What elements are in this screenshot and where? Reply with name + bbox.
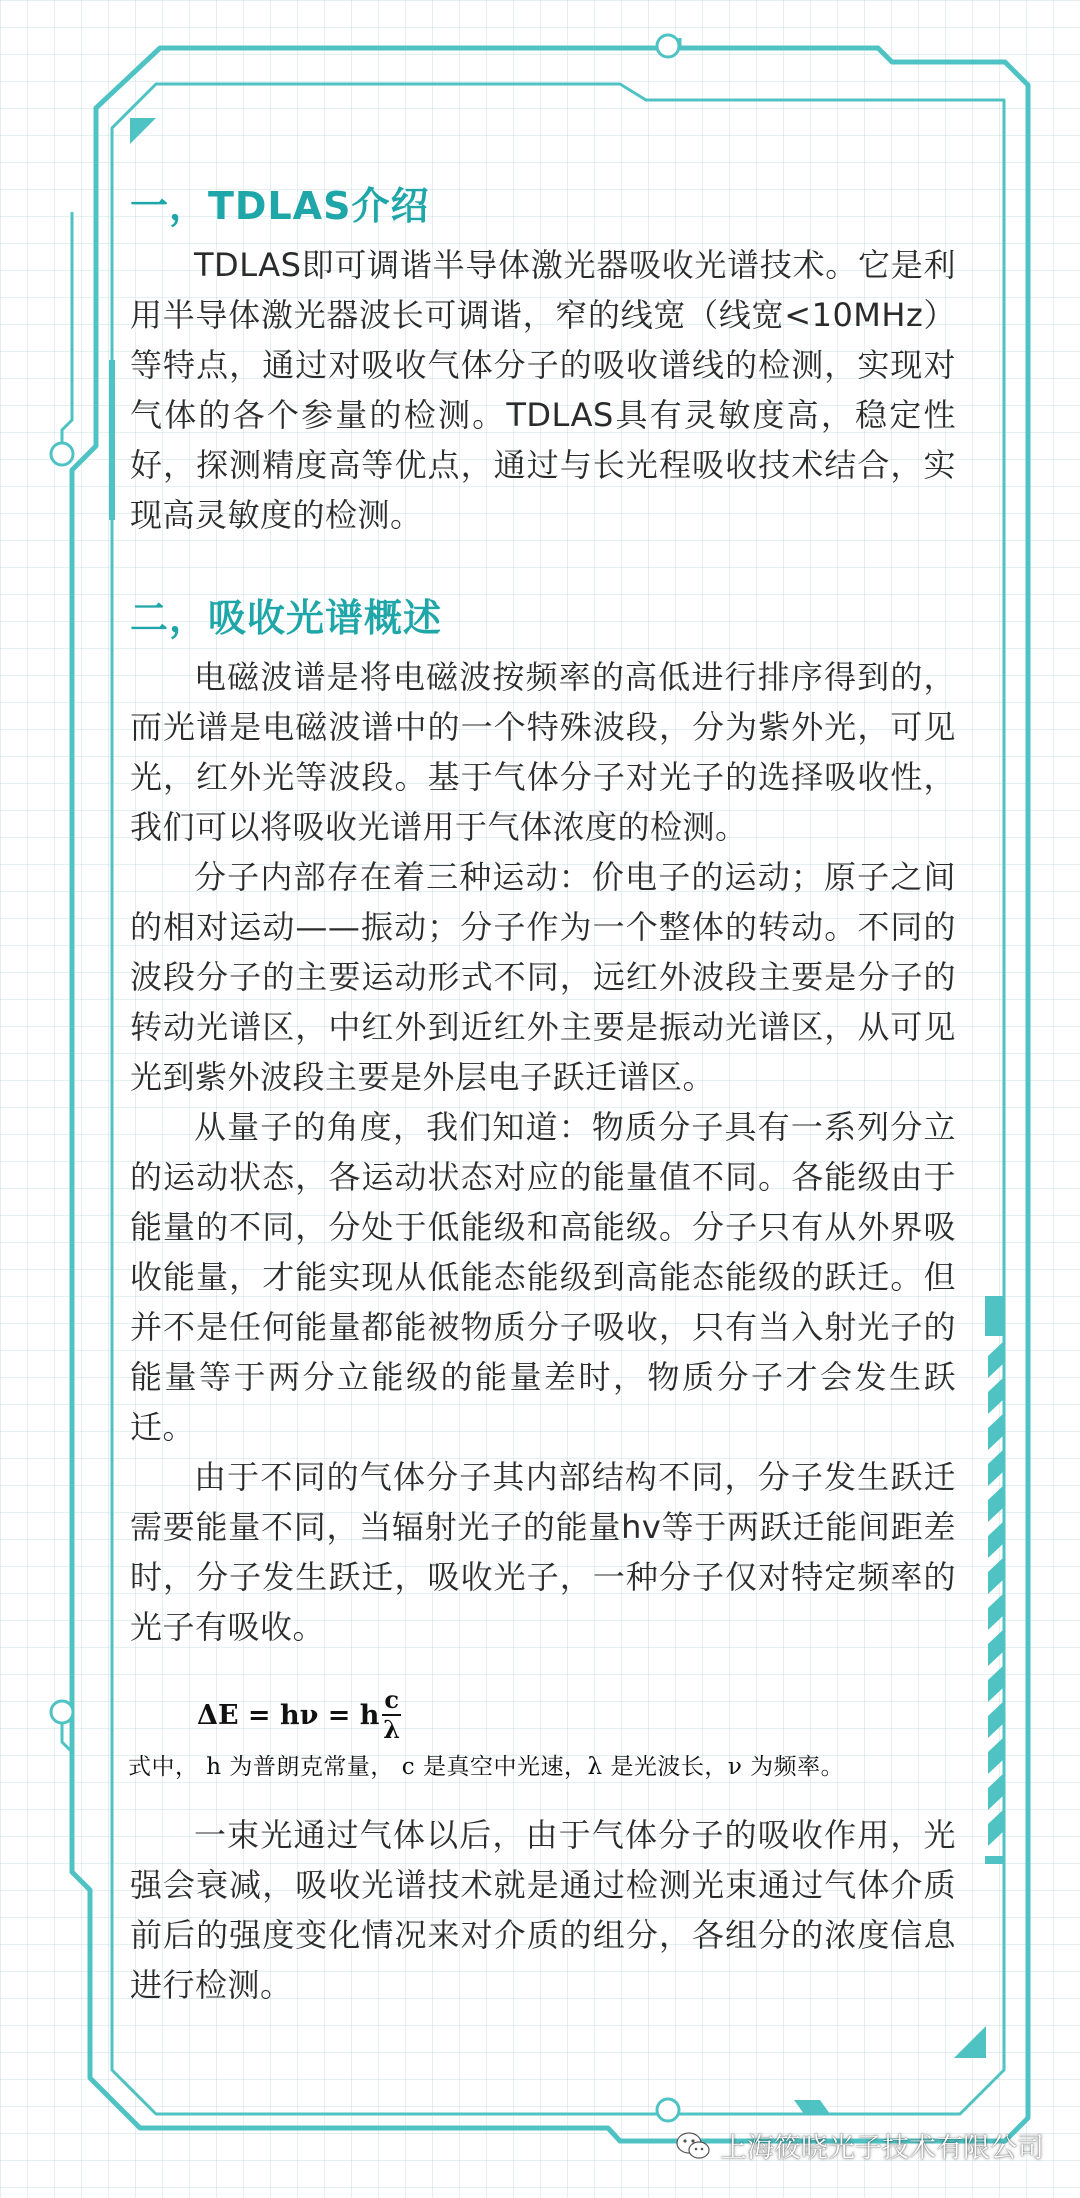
circuit-node-left-bottom [51, 1701, 73, 1723]
wechat-icon [676, 2132, 710, 2160]
formula-note: 式中， h 为普朗克常量， c 是真空中光速，λ 是光波长，ν 为频率。 [128, 1754, 845, 1780]
right-stripes [985, 1296, 1005, 1864]
corner-triangle-top-left [130, 118, 156, 144]
frame-bottom-step [794, 2100, 830, 2114]
circuit-node-bottom [657, 2099, 679, 2121]
circuit-node-top [657, 35, 679, 57]
section-title-absorption: 二，吸收光谱概述 [130, 596, 443, 640]
energy-formula [130, 1680, 956, 1784]
paragraph: TDLAS即可调谐半导体激光器吸收光谱技术。它是利用半导体激光器波长可调谐，窄的线宽（线宽<10MHz）等特点，通过对吸收气体分子的吸收谱线的检测，实现对气体的各个参量的检测。TDLAS具有灵敏度高，稳定性好，探测精度高等优点，通过与长光程吸收技术结合，实现高灵敏度的检测。 [130, 246, 956, 534]
formula-numerator: c [384, 1685, 399, 1714]
circuit-left-top [62, 212, 72, 448]
formula-equation [197, 1680, 956, 1750]
section-tdlas [130, 182, 956, 540]
paragraph: 从量子的角度，我们知道：物质分子具有一系列分立的运动状态，各运动状态对应的能量值不同。各能级由于能量的不同，分处于低能级和高能级。分子只有从外界吸收能量，才能实现从低能态能级到高能态能级的跃迁。但并不是任何能量都能被物质分子吸收，只有当入射光子的能量等于两分立能级的能量差时，物质分子才会发生跃迁。 [130, 1108, 956, 1446]
paragraph: 由于不同的气体分子其内部结构不同，分子发生跃迁需要能量不同，当辐射光子的能量hv等于两跃迁能间距差时，分子发生跃迁，吸收光子，一种分子仅对特定频率的光子有吸收。 [130, 1458, 956, 1646]
section-title-tdlas: 一，TDLAS介绍 [130, 184, 430, 228]
circuit-node-left-top [51, 443, 73, 465]
corner-triangle-bottom-right [954, 2026, 986, 2058]
watermark-text: 上海筱晓光子技术有限公司 [720, 2133, 1044, 2164]
paragraph-closing: 一束光通过气体以后，由于气体分子的吸收作用，光强会衰减，吸收光谱技术就是通过检测光束通过气体介质前后的强度变化情况来对介质的组分，各组分的浓度信息进行检测。 [130, 1816, 956, 2004]
source-watermark [676, 2126, 1044, 2165]
formula-fraction [382, 1686, 401, 1744]
article-content [130, 182, 956, 2010]
paragraph: 分子内部存在着三种运动：价电子的运动；原子之间的相对运动——振动；分子作为一个整体的转动。不同的波段分子的主要运动形式不同，远红外波段主要是分子的转动光谱区，中红外到近红外主要是振动光谱区，从可见光到紫外波段主要是外层电子跃迁谱区。 [130, 858, 956, 1096]
formula-lhs: ΔE = hν = h [197, 1699, 380, 1731]
paragraph: 电磁波谱是将电磁波按频率的高低进行排序得到的，而光谱是电磁波谱中的一个特殊波段，分为紫外光，可见光，红外光等波段。基于气体分子对光子的选择吸收性，我们可以将吸收光谱用于气体浓度的检测。 [130, 658, 956, 846]
formula-denominator: λ [383, 1715, 401, 1744]
section-absorption [130, 594, 956, 2010]
